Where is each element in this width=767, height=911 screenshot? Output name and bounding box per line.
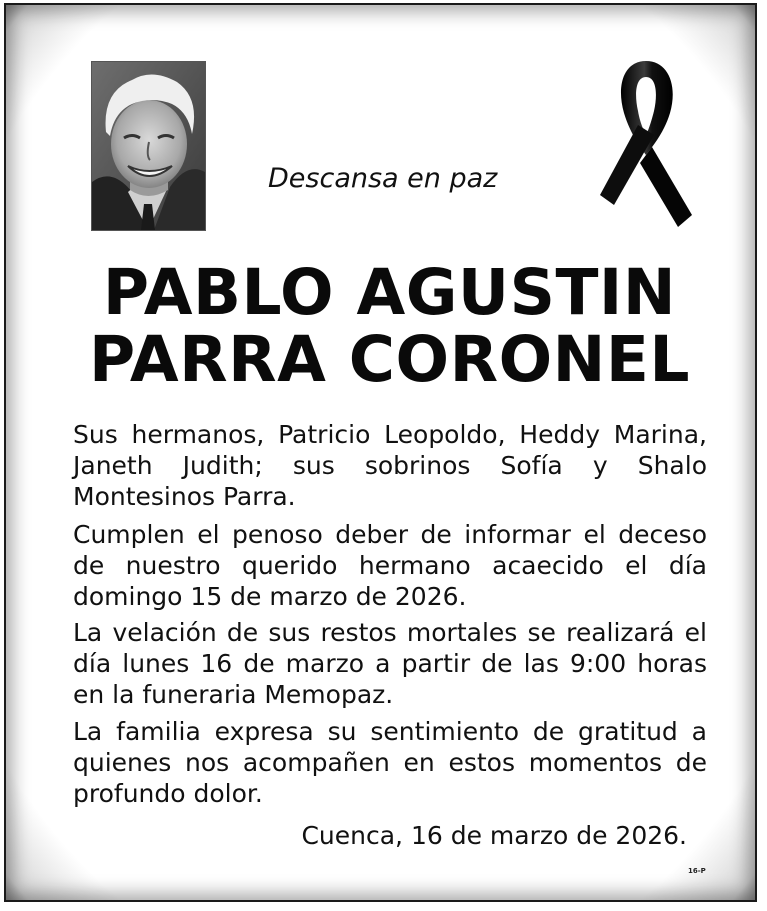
- ad-code: 16-P: [688, 867, 706, 875]
- deceased-name-line-2: PARRA CORONEL: [88, 323, 691, 396]
- paragraph-wake-details: La velación de sus restos mortales se realizará el día lunes 16 de marzo a partir de las 9:00 horas en la funeraria Memopaz.: [73, 618, 707, 709]
- place-date-signoff: Cuenca, 16 de marzo de 2026.: [301, 821, 687, 850]
- obituary-notice: [4, 3, 757, 902]
- portrait-photo: [91, 61, 206, 231]
- paragraph-gratitude: La familia expresa su sentimiento de gratitud a quienes nos acompañen en estos momentos de profundo dolor.: [73, 717, 707, 808]
- deceased-name-line-1: PABLO AGUSTIN: [102, 256, 677, 329]
- tagline-text: Descansa en paz: [268, 163, 498, 194]
- mourning-ribbon-icon: [594, 55, 699, 230]
- paragraph-announcement: Cumplen el penoso deber de informar el deceso de nuestro querido hermano acaecido el día domingo 15 de marzo de 2026.: [73, 520, 707, 611]
- paragraph-family: Sus hermanos, Patricio Leopoldo, Heddy Marina, Janeth Judith; sus sobrinos Sofía y Shalo Montesinos Parra.: [73, 420, 707, 511]
